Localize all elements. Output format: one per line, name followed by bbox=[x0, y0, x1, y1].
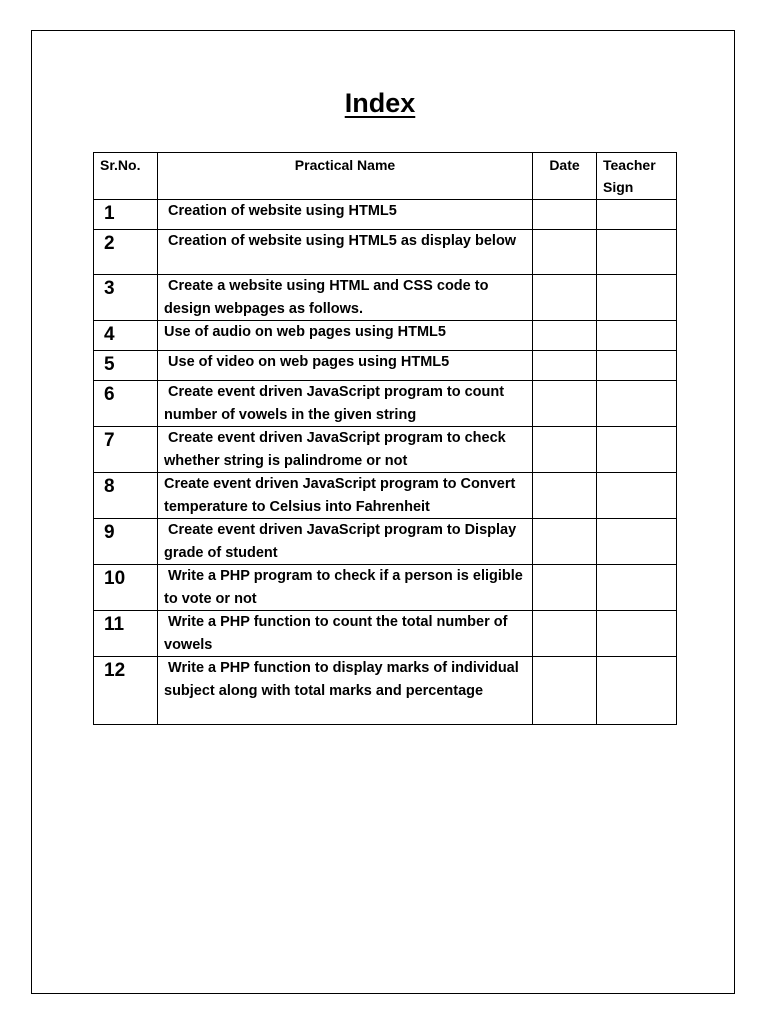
row-sr-no: 5 bbox=[94, 351, 158, 381]
row-date-cell bbox=[533, 657, 597, 725]
row-sign-cell bbox=[597, 381, 677, 427]
index-table bbox=[93, 152, 677, 725]
row-sr-no: 3 bbox=[94, 275, 158, 321]
header-sr-no: Sr.No. bbox=[94, 153, 158, 200]
row-sr-no: 11 bbox=[94, 611, 158, 657]
row-date-cell bbox=[533, 611, 597, 657]
row-sign-cell bbox=[597, 200, 677, 230]
row-sr-no: 8 bbox=[94, 473, 158, 519]
row-sign-cell bbox=[597, 351, 677, 381]
row-date-cell bbox=[533, 230, 597, 275]
table-row bbox=[94, 657, 677, 725]
row-date-cell bbox=[533, 381, 597, 427]
table-row bbox=[94, 381, 677, 427]
row-sign-cell bbox=[597, 230, 677, 275]
header-practical-name: Practical Name bbox=[158, 153, 533, 200]
row-practical-name: Use of video on web pages using HTML5 bbox=[158, 351, 533, 381]
row-sign-cell bbox=[597, 321, 677, 351]
row-practical-name: Write a PHP program to check if a person is eligible to vote or not bbox=[158, 565, 533, 611]
row-date-cell bbox=[533, 200, 597, 230]
table-row bbox=[94, 200, 677, 230]
row-practical-name: Create event driven JavaScript program to Display grade of student bbox=[158, 519, 533, 565]
row-sr-no: 2 bbox=[94, 230, 158, 275]
row-sign-cell bbox=[597, 519, 677, 565]
table-row bbox=[94, 565, 677, 611]
table-row bbox=[94, 427, 677, 473]
row-sign-cell bbox=[597, 275, 677, 321]
row-sr-no: 4 bbox=[94, 321, 158, 351]
row-practical-name: Create event driven JavaScript program to check whether string is palindrome or not bbox=[158, 427, 533, 473]
row-sign-cell bbox=[597, 611, 677, 657]
row-practical-name: Create a website using HTML and CSS code to design webpages as follows. bbox=[158, 275, 533, 321]
table-row bbox=[94, 473, 677, 519]
header-date: Date bbox=[533, 153, 597, 200]
row-practical-name: Write a PHP function to display marks of individual subject along with total marks and percentage bbox=[158, 657, 533, 725]
table-header-row bbox=[94, 153, 677, 200]
row-sign-cell bbox=[597, 473, 677, 519]
header-teacher-sign: Teacher Sign bbox=[597, 153, 677, 200]
row-practical-name: Creation of website using HTML5 as display below bbox=[158, 230, 533, 275]
row-sr-no: 1 bbox=[94, 200, 158, 230]
table-row bbox=[94, 351, 677, 381]
table-row bbox=[94, 275, 677, 321]
row-practical-name: Use of audio on web pages using HTML5 bbox=[158, 321, 533, 351]
row-sign-cell bbox=[597, 657, 677, 725]
page-title: Index bbox=[344, 88, 416, 118]
row-date-cell bbox=[533, 473, 597, 519]
row-practical-name: Create event driven JavaScript program to count number of vowels in the given string bbox=[158, 381, 533, 427]
row-sr-no: 12 bbox=[94, 657, 158, 725]
row-date-cell bbox=[533, 519, 597, 565]
row-sr-no: 9 bbox=[94, 519, 158, 565]
row-date-cell bbox=[533, 427, 597, 473]
row-sr-no: 7 bbox=[94, 427, 158, 473]
row-practical-name: Write a PHP function to count the total number of vowels bbox=[158, 611, 533, 657]
row-date-cell bbox=[533, 321, 597, 351]
row-date-cell bbox=[533, 351, 597, 381]
row-sr-no: 6 bbox=[94, 381, 158, 427]
row-sr-no: 10 bbox=[94, 565, 158, 611]
table-row bbox=[94, 321, 677, 351]
row-practical-name: Create event driven JavaScript program to Convert temperature to Celsius into Fahrenheit bbox=[158, 473, 533, 519]
table-row bbox=[94, 230, 677, 275]
row-sign-cell bbox=[597, 427, 677, 473]
row-practical-name: Creation of website using HTML5 bbox=[158, 200, 533, 230]
row-date-cell bbox=[533, 565, 597, 611]
table-row bbox=[94, 611, 677, 657]
table-row bbox=[94, 519, 677, 565]
row-date-cell bbox=[533, 275, 597, 321]
row-sign-cell bbox=[597, 565, 677, 611]
